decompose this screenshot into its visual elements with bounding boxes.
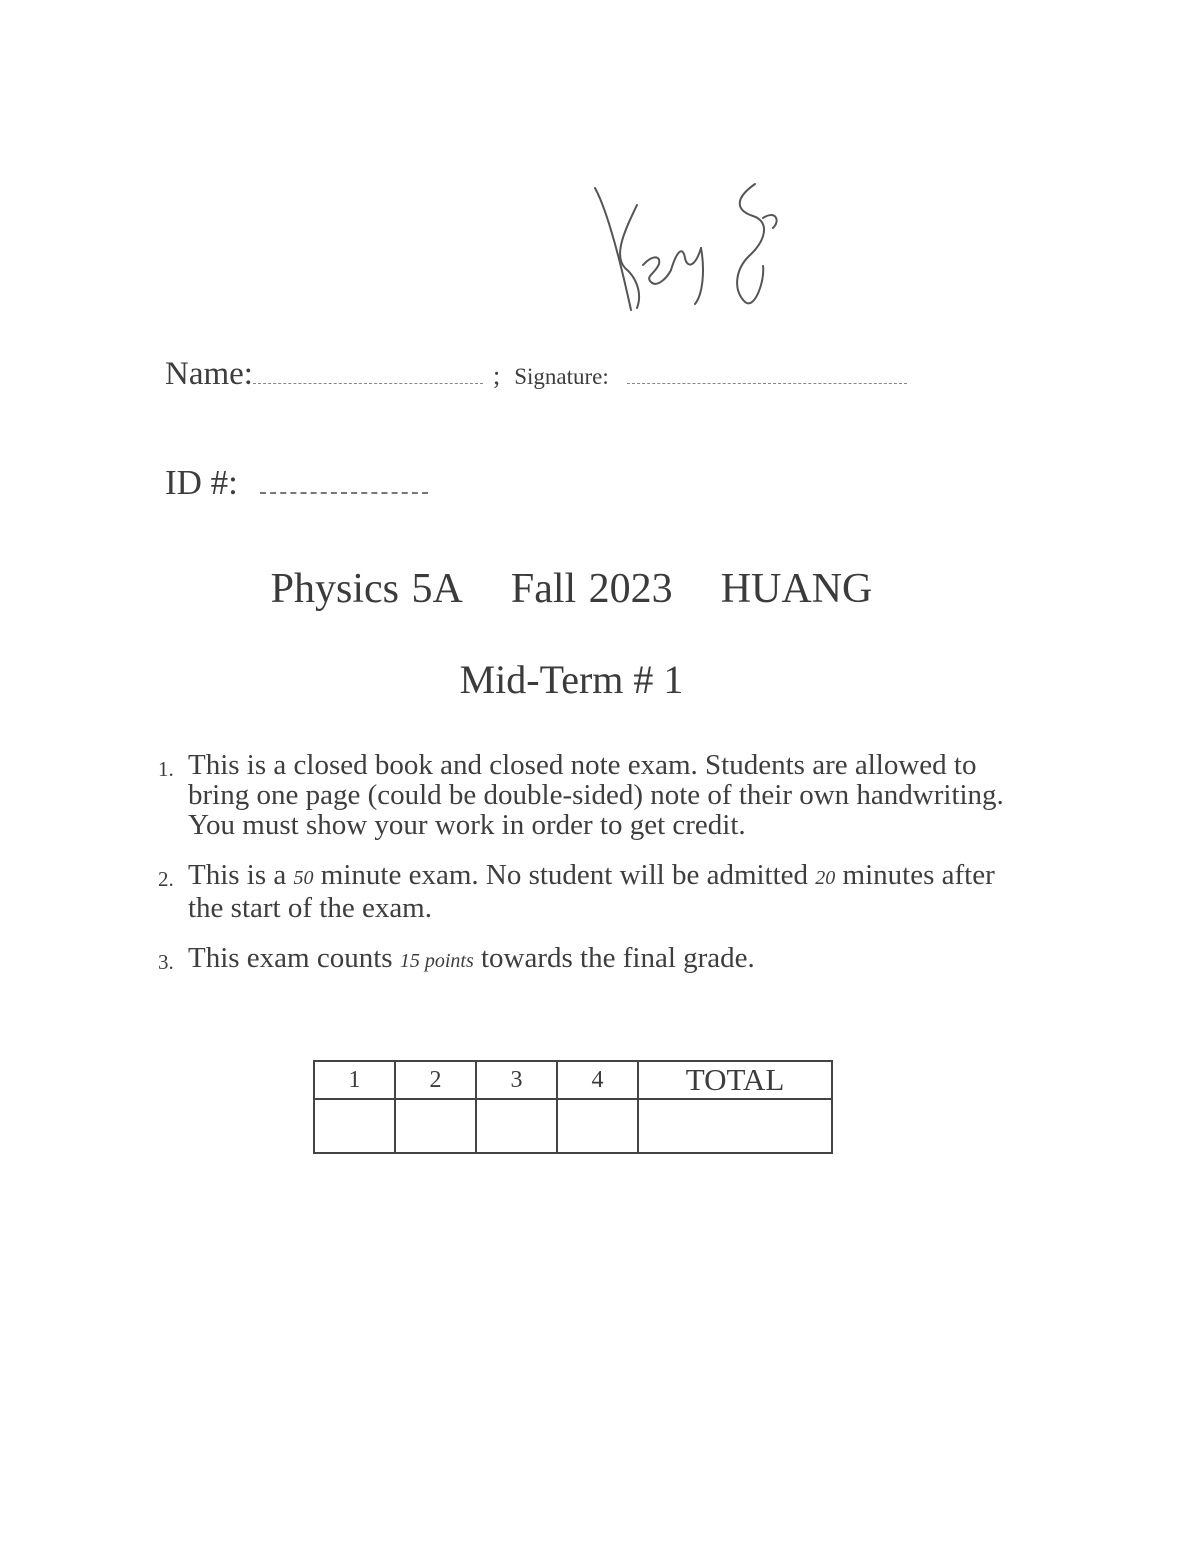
field-separator: ;: [492, 361, 501, 390]
instruction-text: minute exam. No student will be admitted: [320, 859, 809, 891]
instruction-list: [158, 750, 1028, 996]
score-cell-total[interactable]: [638, 1099, 832, 1153]
instruction-item: [158, 750, 1028, 840]
score-cell-1[interactable]: [314, 1099, 395, 1153]
instruction-number: 1.: [158, 757, 174, 781]
score-table-entry-row: [314, 1099, 832, 1153]
exam-duration: 50: [293, 867, 314, 889]
score-header-2: 2: [395, 1061, 476, 1099]
name-label: Name:: [165, 356, 253, 392]
id-row: [165, 463, 428, 503]
score-header-total: TOTAL: [638, 1061, 832, 1099]
id-label: ID #:: [165, 463, 238, 502]
instruction-text: This is a: [188, 859, 287, 891]
name-signature-row: [165, 356, 907, 393]
signature-label: Signature:: [514, 364, 609, 389]
score-header-3: 3: [476, 1061, 557, 1099]
score-cell-2[interactable]: [395, 1099, 476, 1153]
exam-points: 15 points: [399, 950, 474, 972]
instruction-number: 3.: [158, 950, 174, 974]
instruction-text: This exam counts: [188, 942, 393, 974]
course-title: [0, 565, 1143, 613]
instruction-text: This is a closed book and closed note exam. Students are allowed to bring one page (could be double-sided) note of their own handwriting. You must show your work in order to get credit.: [188, 749, 1004, 841]
signature-blank-line[interactable]: [627, 382, 907, 384]
instruction-item: [158, 943, 1028, 976]
instruction-text: minutes after the start of the exam.: [188, 859, 995, 924]
late-limit: 20: [815, 867, 836, 889]
name-blank-line[interactable]: [253, 382, 483, 384]
score-table-header-row: [314, 1061, 832, 1099]
instruction-number: 2.: [158, 867, 174, 891]
handwritten-keys-signature: [585, 170, 795, 320]
course-name: Physics 5A: [270, 566, 463, 612]
course-instructor: HUANG: [720, 566, 873, 612]
course-term: Fall 2023: [510, 566, 673, 612]
score-cell-3[interactable]: [476, 1099, 557, 1153]
score-table: [313, 1060, 833, 1154]
id-blank-line[interactable]: [260, 491, 428, 494]
instruction-item: [158, 860, 1028, 923]
score-header-4: 4: [557, 1061, 638, 1099]
instruction-text: towards the final grade.: [480, 942, 755, 974]
score-header-1: 1: [314, 1061, 395, 1099]
exam-title: Mid-Term # 1: [459, 657, 684, 702]
score-cell-4[interactable]: [557, 1099, 638, 1153]
